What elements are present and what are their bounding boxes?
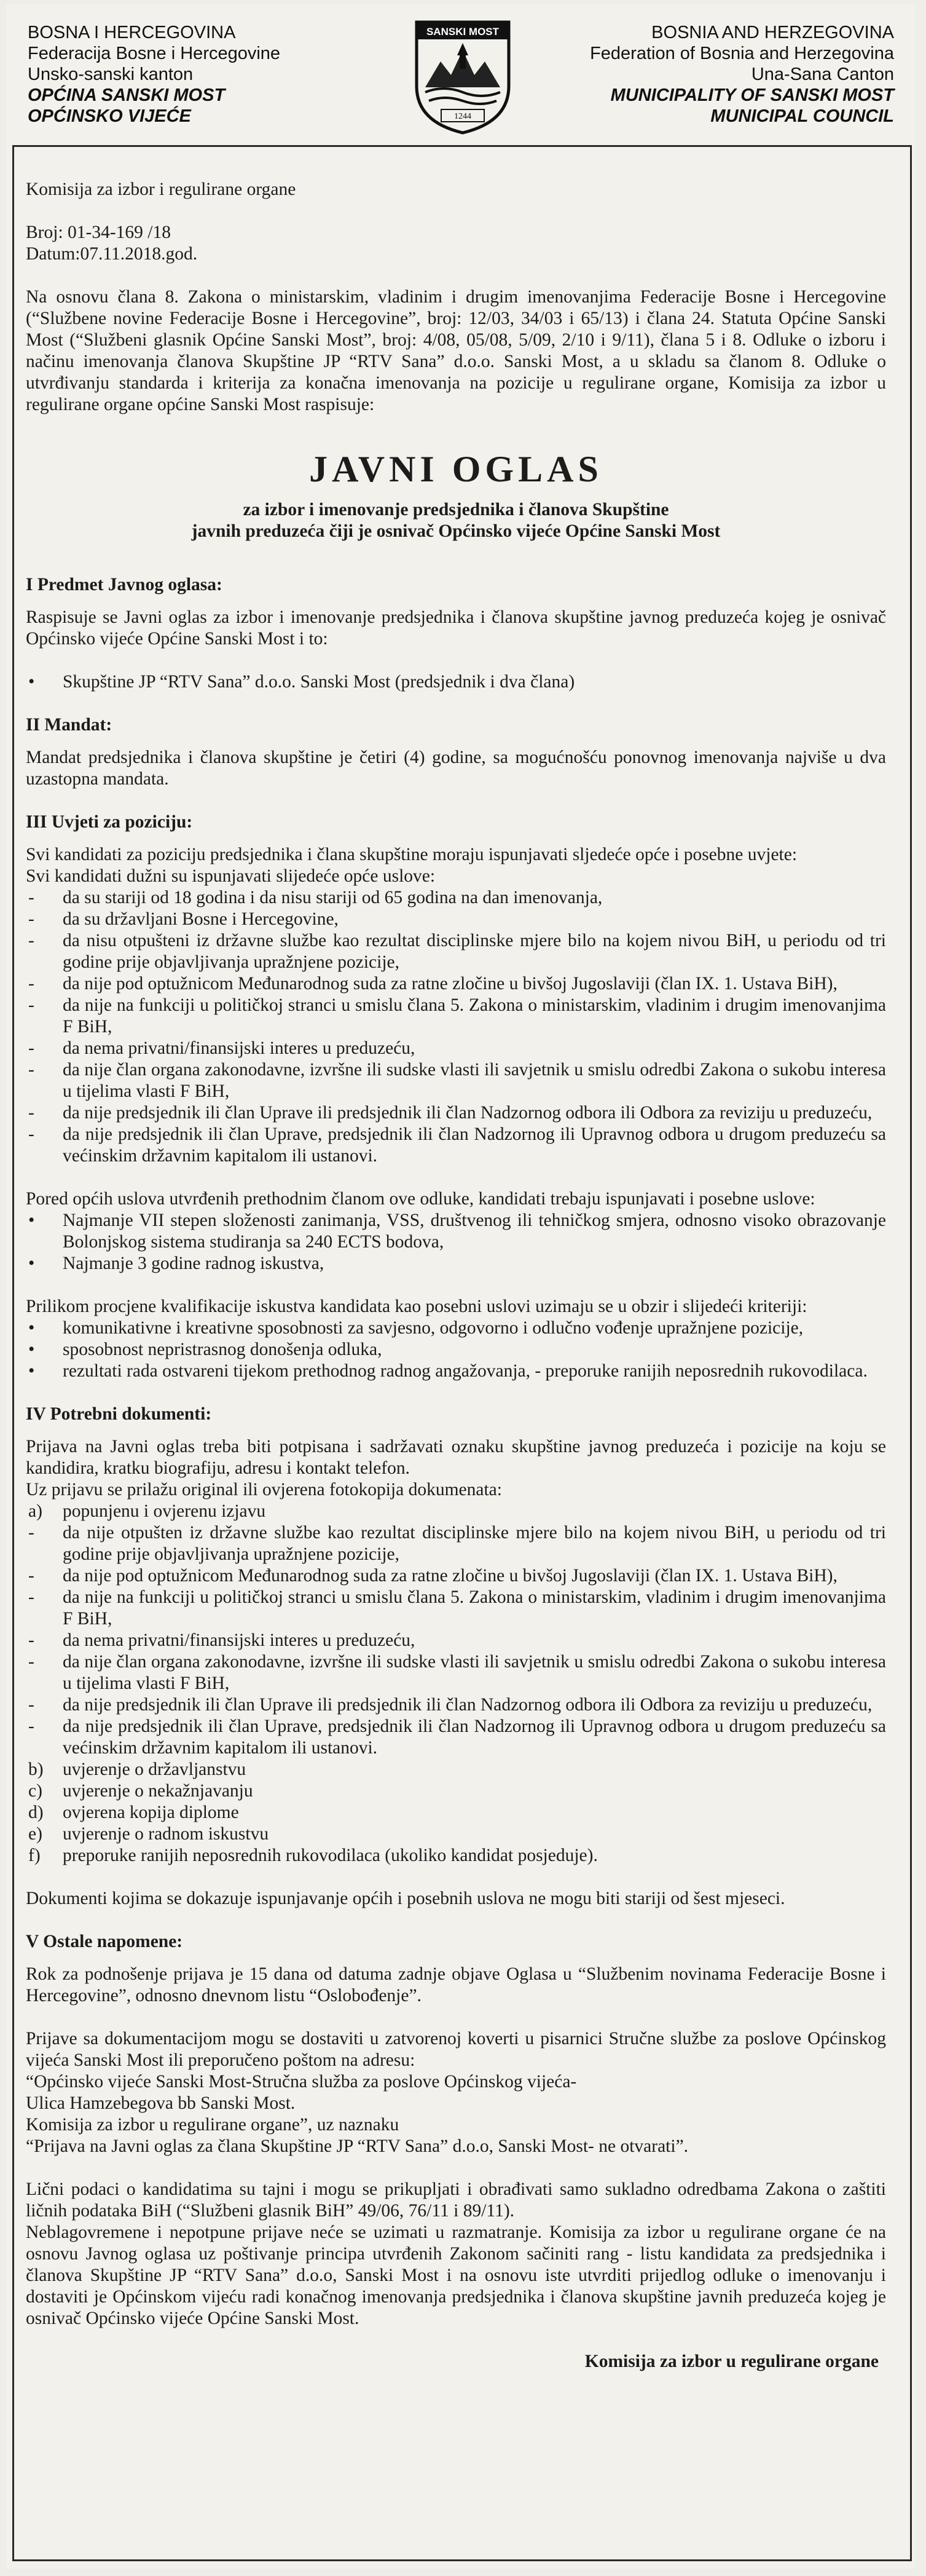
list-item: - da su državljani Bosne i Hercegovine, — [28, 909, 339, 929]
document-item: c) uvjerenje o nekažnjavanju — [28, 1781, 253, 1801]
section-text: Prilikom procjene kvalifikacije iskustva kandidata kao posebni uslovi uzimaju se u obzir i slijedeći kriteriji: — [26, 1297, 807, 1316]
general-conditions-list — [26, 887, 886, 1167]
subtitle-line: za izbor i imenovanje predsjednika i članova Skupštine — [243, 500, 669, 520]
section-text: Prijava na Javni oglas treba biti potpisana i sadržavati oznaku skupštine javnog preduzeća i pozicije na koju se kandidira, kratku biografiju, adresu i kontakt telefon. — [26, 1437, 886, 1478]
list-item: • sposobnost nepristrasnog donošenja odluka, — [28, 1340, 382, 1359]
document-list — [26, 1759, 886, 1867]
list-item: - da nije pod optužnicom Međunarodnog suda za ratne zločine u bivšoj Jugoslaviji (član IX. 1. Ustava BiH), — [28, 974, 838, 994]
list-item: - da nije član organa zakonodavne, izvršne ili sudske vlasti ili savjetnik u smislu odredbi Zakona o sukobu interesa u tijelima vlasti F BiH, — [28, 1060, 886, 1101]
header-left — [28, 22, 280, 127]
section-text: Neblagovremene i nepotpune prijave neće se uzimati u razmatranje. Komisija za izbor u regulirane organe će na osnovu Javnog oglasa uz poštivanje principa utvrđenih Zakonom sačiniti rang - listu kandidata za predsjednika i članova Skupštine JP “RTV Sana” d.o.o, Sanski Most i na osnovu iste utvrditi prijedlog odluke o imenovanju i dostaviti je Općinskom vijeću radi konačnog imenovanja predsjednika i članova skupštine javnih preduzeća kojeg je osnivač Općinsko vijeće Općine Sanski Most. — [26, 2222, 886, 2328]
address-line: Ulica Hamzebegova bb Sanski Most. — [26, 2093, 296, 2113]
announcement-body — [26, 179, 886, 2373]
list-item: • rezultati rada ostvareni tijekom prethodnog radnog angažovanja, - preporuke ranijih neposrednih rukovodilaca. — [28, 1361, 868, 1381]
header-right-line: Una-Sana Canton — [751, 65, 894, 84]
header-right-municipality: MUNICIPALITY OF SANSKI MOST — [610, 85, 894, 105]
section-text: Mandat predsjednika i članova skupštine je četiri (4) godine, sa mogućnošću ponovnog imenovanja najviše u dva uzastopna mandata. — [26, 748, 886, 789]
list-item: - da nema privatni/finansijski interes u preduzeću, — [28, 1630, 415, 1650]
statement-list — [26, 1522, 886, 1759]
crest-name: SANSKI MOST — [426, 26, 500, 38]
mailing-address — [26, 2071, 886, 2157]
header-right-line: Federation of Bosnia and Herzegovina — [590, 44, 894, 63]
header-right-line: BOSNIA AND HERZEGOVINA — [651, 23, 894, 42]
header-left-municipality: OPĆINA SANSKI MOST — [28, 85, 226, 105]
list-item: - da nije predsjednik ili član Uprave ili predsjednik ili član Nadzornog odbora ili Odbora za reviziju u preduzeću, — [28, 1103, 873, 1123]
page-title: JAVNI OGLAS — [309, 449, 603, 489]
reference-number: Broj: 01-34-169 /18 — [26, 223, 171, 242]
section-heading-subject: I Predmet Javnog oglasa: — [26, 575, 222, 595]
section-text: Prijave sa dokumentacijom mogu se dostaviti u zatvorenoj koverti u pisarnici Stručne službe za poslove Općinskog vijeća Sanski Most ili preporučeno poštom na adresu: — [26, 2029, 886, 2070]
list-item: - da su stariji od 18 godina i da nisu stariji od 65 godina na dan imenovanja, — [28, 888, 603, 907]
crest-year: 1244 — [454, 112, 471, 121]
legal-preamble: Na osnovu člana 8. Zakona o ministarskim, vladinim i drugim imenovanjima Federacije Bosne i Hercegovine (“Službene novine Federacije Bosne i Hercegovine”, broj: 12/03, 34/03 i 65/13) i člana 24. Statuta Općine Sanski Most (“Službeni glasnik Općine Sanski Most”, broj: 4/08, 05/08, 5/09, 2/10 i 9/11), člana 5 i 8. Odluke o izboru i načinu imenovanja članova Skupštine JP “RTV Sana” d.o.o. Sanski Most, a u skladu sa članom 8. Odluke o utvrđivanju standarda i kriterija za konačna imenovanja na pozicije u regulirane organe, Komisija za izbor u regulirane organe općine Sanski Most raspisuje: — [26, 287, 886, 414]
document-item: f) preporuke ranijih neposrednih rukovodilaca (ukoliko kandidat posjeduje). — [28, 1846, 598, 1865]
section-text: Pored općih uslova utvrđenih prethodnim članom ove odluke, kandidati trebaju ispunjavati i posebne uslove: — [26, 1189, 815, 1209]
address-line: Komisija za izbor u regulirane organe”, uz naznaku — [26, 2115, 399, 2135]
section-heading-conditions: III Uvjeti za poziciju: — [26, 812, 193, 832]
section-text: Uz prijavu se prilažu original ili ovjerena fotokopija dokumenata: — [26, 1480, 502, 1499]
section-text: Svi kandidati dužni su ispunjavati slijedeće opće uslove: — [26, 866, 436, 886]
reference-date: Datum:07.11.2018.god. — [26, 244, 198, 264]
header-right-council: MUNICIPAL COUNCIL — [710, 106, 894, 126]
document-item: b) uvjerenje o državljanstvu — [28, 1760, 246, 1779]
address-line: “Općinsko vijeće Sanski Most-Stručna služba za poslove Općinskog vijeća- — [26, 2072, 577, 2092]
subtitle-line: javnih preduzeća čiji je osnivač Općinsko vijeće Općine Sanski Most — [191, 521, 721, 541]
municipality-crest — [413, 18, 512, 135]
coat-of-arms-icon — [413, 18, 512, 135]
section-text: Rok za podnošenje prijava je 15 dana od datuma zadnje objave Oglasa u “Službenim novinama Federacije Bosne i Hercegovine”, odnosno dnevnom listu “Oslobođenje”. — [26, 1964, 886, 2005]
list-item: - da nisu otpušteni iz državne službe kao rezultat disciplinske mjere bilo na kojem nivou BiH, u periodu od tri godine prije objavljivanja upražnjene pozicije, — [28, 931, 886, 972]
list-item: • Skupštine JP “RTV Sana” d.o.o. Sanski Most (predsjednik i dva člana) — [28, 672, 575, 692]
signature: Komisija za izbor u regulirane organe — [584, 2352, 879, 2371]
newspaper-page — [6, 4, 916, 2569]
section-heading-mandate: II Mandat: — [26, 715, 112, 735]
list-item: - da nije predsjednik ili član Uprave ili predsjednik ili član Nadzornog odbora ili Odbora za reviziju u preduzeću, — [28, 1695, 873, 1715]
section-text: Raspisuje se Javni oglas za izbor i imenovanje predsjednika i članova skupštine javnog preduzeća kojeg je osnivač Općinsko vijeće Općine Sanski Most i to: — [26, 607, 886, 649]
list-item: - da nije na funkciji u političkoj stranci u smislu člana 5. Zakona o ministarskim, vladinim i drugim imenovanjima F BiH, — [28, 1587, 886, 1629]
section-heading-notes: V Ostale napomene: — [26, 1932, 183, 1951]
section-text: Dokumenti kojima se dokazuje ispunjavanje općih i posebnih uslova ne mogu biti stariji od šest mjeseci. — [26, 1889, 785, 1908]
list-item: - da nije član organa zakonodavne, izvršne ili sudske vlasti ili savjetnik u smislu odredbi Zakona o sukobu interesa u tijelima vlasti F BiH, — [28, 1652, 886, 1693]
list-item: - da nije otpušten iz državne službe kao rezultat disciplinske mjere bilo na kojem nivou BiH, u periodu od tri godine prije objavljivanja upražnjene pozicije, — [28, 1523, 886, 1564]
header-right — [590, 22, 894, 127]
address-line: “Prijava na Javni oglas za člana Skupštine JP “RTV Sana” d.o.o, Sanski Most- ne otvarati”. — [26, 2136, 689, 2156]
header-left-line: BOSNA I HERCEGOVINA — [28, 23, 236, 42]
criteria-list — [26, 1318, 886, 1382]
section-text: Lični podaci o kandidatima su tajni i mogu se prikupljati i obrađivati samo sukladno odredbama Zakona o zaštiti ličnih podataka BiH (“Službeni glasnik BiH” 49/06, 76/11 i 89/11). — [26, 2179, 886, 2221]
special-conditions-list — [26, 1210, 886, 1274]
document-item: d) ovjerena kopija diplome — [28, 1803, 239, 1822]
list-item: - da nije predsjednik ili član Uprave, predsjednik ili član Nadzornog ili Upravnog odbora u drugom preduzeću sa većinskim državnim kapitalom ili ustanovi. — [28, 1717, 886, 1758]
header-left-line: Federacija Bosne i Hercegovine — [28, 44, 281, 63]
document-item: a) popunjenu i ovjerenu izjavu — [28, 1501, 266, 1521]
committee-name: Komisija za izbor i regulirane organe — [26, 180, 296, 199]
list-item: • Najmanje VII stepen složenosti zanimanja, VSS, društvenog ili tehničkog smjera, odnosno visoko obrazovanje Bolonjskog sistema studiranja sa 240 ECTS bodova, — [28, 1211, 886, 1252]
list-item: - da nije na funkciji u političkoj stranci u smislu člana 5. Zakona o ministarskim, vladinim i drugim imenovanjima F BiH, — [28, 995, 886, 1037]
section-text: Svi kandidati za poziciju predsjednika i člana skupštine moraju ispunjavati sljedeće opće i posebne uvjete: — [26, 845, 798, 864]
header-left-council: OPĆINSKO VIJEĆE — [28, 106, 191, 126]
list-item: • komunikativne i kreativne sposobnosti za savjesno, odgovorno i odlučno vođenje upražnjene pozicije, — [28, 1318, 804, 1338]
section-heading-documents: IV Potrebni dokumenti: — [26, 1404, 212, 1424]
document-item: e) uvjerenje o radnom iskustvu — [28, 1824, 269, 1844]
list-item: - da nema privatni/finansijski interes u preduzeću, — [28, 1038, 415, 1058]
list-item: - da nije predsjednik ili član Uprave, predsjednik ili član Nadzornog ili Upravnog odbora u drugom preduzeću sa većinskim državnim kapitalom ili ustanovi. — [28, 1124, 886, 1166]
list-item: - da nije pod optužnicom Međunarodnog suda za ratne zločine u bivšoj Jugoslaviji (član IX. 1. Ustava BiH), — [28, 1566, 838, 1586]
list-item: • Najmanje 3 godine radnog iskustva, — [28, 1254, 324, 1273]
header-left-line: Unsko-sanski kanton — [28, 65, 194, 84]
